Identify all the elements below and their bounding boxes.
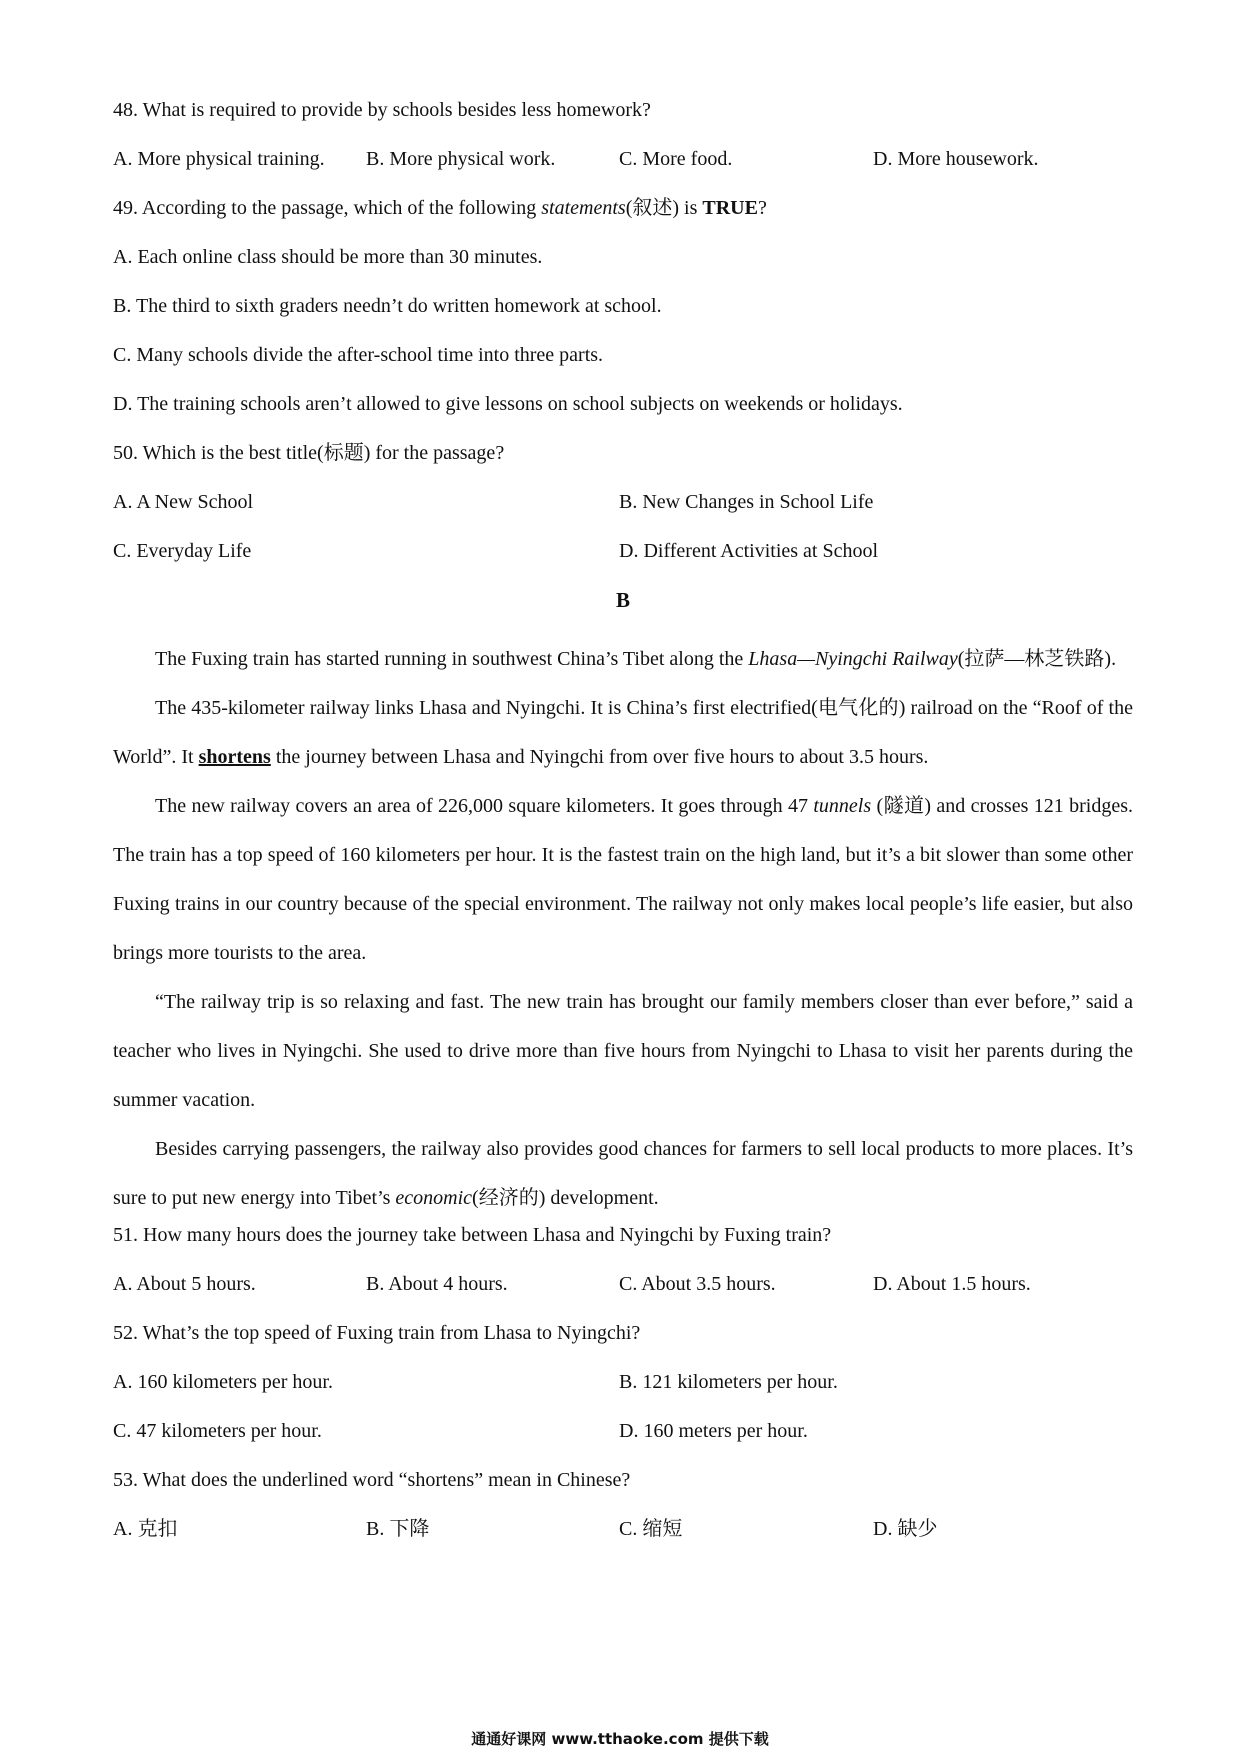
- question-49: [113, 196, 1133, 245]
- option-50-c: C. Everyday Life: [113, 540, 252, 562]
- question-50: 50. Which is the best title(标题) for the passage?: [113, 442, 505, 464]
- option-50-b: B. New Changes in School Life: [619, 491, 874, 513]
- question-52: 52. What’s the top speed of Fuxing train from Lhasa to Nyingchi?: [113, 1322, 641, 1344]
- option-49-d: D. The training schools aren’t allowed to give lessons on school subjects on weekends or holidays.: [113, 393, 903, 415]
- p3-text-pre: The new railway covers an area of 226,000 square kilometers. It goes through 47: [155, 795, 814, 817]
- p5-italic: economic: [395, 1187, 473, 1209]
- page-footer: 通通好课网 www.tthaoke.com 提供下载: [471, 1730, 769, 1748]
- option-48-c: C. More food.: [619, 148, 733, 170]
- p1-italic: Lhasa—Nyingchi Railway: [748, 648, 958, 670]
- p2-text-pre: The 435-kilometer railway links Lhasa and Nyingchi. It is China’s first electrified(电气化的) railroad on the “Roof of the World”. It: [113, 697, 1133, 768]
- p1-text-post: (拉萨—林芝铁路).: [957, 648, 1117, 670]
- options-51: [113, 1272, 1133, 1321]
- p2-underlined-word: shortens: [198, 746, 271, 768]
- option-52-b: B. 121 kilometers per hour.: [619, 1371, 838, 1393]
- p3-text-post: (隧道) and crosses 121 bridges. The train has a top speed of 160 kilometers per hour. It is the fastest train on the high land, but it’s a bit slower than some other Fuxing trains in our country because of the special environment. The railway not only makes local people’s life easier, but also brings more tourists to the area.: [113, 795, 1133, 964]
- options-50-row2: [113, 539, 1133, 588]
- p3-italic: tunnels: [813, 795, 872, 817]
- section-heading: B: [615, 588, 630, 612]
- q49-text-pre: 49. According to the passage, which of the following: [113, 197, 542, 219]
- q49-italic-word: statements: [541, 197, 626, 219]
- options-48: [113, 147, 1133, 196]
- option-50-a: A. A New School: [113, 491, 253, 513]
- passage-paragraph-3: [113, 782, 1133, 978]
- option-53-a: A. 克扣: [113, 1518, 178, 1540]
- option-53-c: C. 缩短: [619, 1518, 683, 1540]
- p5-text-pre: Besides carrying passengers, the railway also provides good chances for farmers to sell local products to more places. It’s sure to put new energy into Tibet’s: [113, 1138, 1133, 1209]
- question-53: 53. What does the underlined word “shortens” mean in Chinese?: [113, 1469, 631, 1491]
- option-49-a: A. Each online class should be more than 30 minutes.: [113, 246, 543, 268]
- q49-text-mid: (叙述) is: [625, 197, 703, 219]
- question-48: 48. What is required to provide by schools besides less homework?: [113, 99, 651, 121]
- option-52-a: A. 160 kilometers per hour.: [113, 1371, 333, 1393]
- option-51-b: B. About 4 hours.: [366, 1273, 508, 1295]
- option-49-b: B. The third to sixth graders needn’t do written homework at school.: [113, 295, 662, 317]
- option-49-c: C. Many schools divide the after-school time into three parts.: [113, 344, 604, 366]
- options-52-row2: [113, 1419, 1133, 1468]
- option-51-d: D. About 1.5 hours.: [873, 1273, 1031, 1295]
- options-50-row1: [113, 490, 1133, 539]
- option-51-c: C. About 3.5 hours.: [619, 1273, 776, 1295]
- option-50-d: D. Different Activities at School: [619, 540, 879, 562]
- q49-text-post: ?: [757, 197, 767, 219]
- question-51: 51. How many hours does the journey take between Lhasa and Nyingchi by Fuxing train?: [113, 1224, 832, 1246]
- options-52-row1: [113, 1370, 1133, 1419]
- passage-paragraph-4: “The railway trip is so relaxing and fast. The new train has brought our family members closer than ever before,” said a teacher who lives in Nyingchi. She used to drive more than five hours from Nyingchi to Lhasa to visit her parents during the summer vacation.: [113, 991, 1133, 1111]
- option-48-b: B. More physical work.: [366, 148, 556, 170]
- options-53: [113, 1517, 1133, 1566]
- p1-text-pre: The Fuxing train has started running in southwest China’s Tibet along the: [155, 648, 749, 670]
- passage-paragraph-2: [113, 684, 1133, 782]
- passage-paragraph-1: [113, 635, 1133, 684]
- p2-text-post: the journey between Lhasa and Nyingchi from over five hours to about 3.5 hours.: [270, 746, 929, 768]
- document-page: [113, 98, 1133, 1566]
- option-53-d: D. 缺少: [873, 1518, 938, 1540]
- q49-bold-word: TRUE: [702, 197, 758, 219]
- option-51-a: A. About 5 hours.: [113, 1273, 256, 1295]
- p5-text-post: (经济的) development.: [472, 1187, 659, 1209]
- option-48-a: A. More physical training.: [113, 148, 325, 170]
- option-52-d: D. 160 meters per hour.: [619, 1420, 808, 1442]
- option-53-b: B. 下降: [366, 1518, 430, 1540]
- passage-paragraph-5: [113, 1125, 1133, 1223]
- option-48-d: D. More housework.: [873, 148, 1039, 170]
- option-52-c: C. 47 kilometers per hour.: [113, 1420, 322, 1442]
